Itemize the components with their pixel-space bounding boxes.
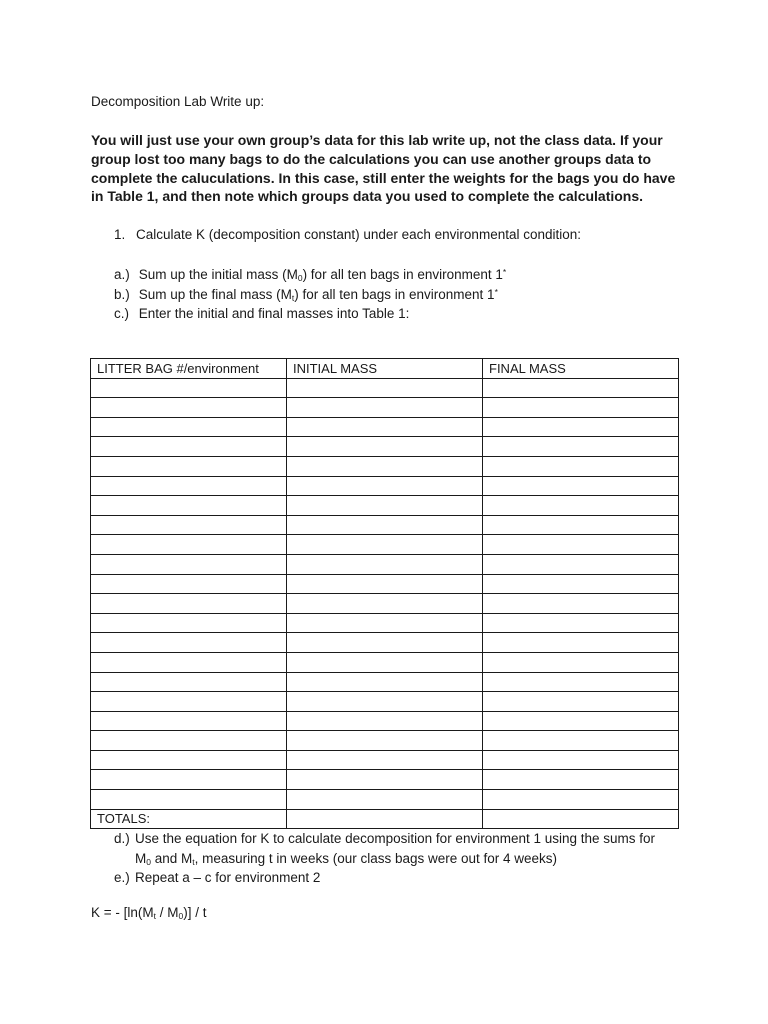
final-mass-cell[interactable] — [483, 417, 679, 437]
step-1-number: 1. — [114, 227, 126, 242]
final-mass-cell[interactable] — [483, 515, 679, 535]
table-row — [91, 613, 679, 633]
final-mass-cell[interactable] — [483, 731, 679, 751]
litter-bag-cell[interactable] — [91, 574, 287, 594]
table-row — [91, 731, 679, 751]
table-row — [91, 554, 679, 574]
final-mass-cell[interactable] — [483, 633, 679, 653]
substep-c-label: c.) — [114, 306, 129, 321]
k-equation: K = - $[\ln(M_t / M_0)]$ / t — [91, 905, 207, 921]
table-row — [91, 437, 679, 457]
final-mass-cell[interactable] — [483, 398, 679, 418]
litter-bag-cell[interactable] — [91, 378, 287, 398]
litter-bag-cell[interactable] — [91, 554, 287, 574]
mass-table — [90, 358, 679, 829]
substep-d-text: Use the equation for K to calculate decomposition for environment 1 using the sums for $M_0$ and $M_t$, measuring t in weeks (our class bags were out for 4 weeks) — [135, 831, 656, 867]
litter-bag-cell[interactable] — [91, 770, 287, 790]
initial-mass-cell[interactable] — [287, 633, 483, 653]
table-header-row — [91, 359, 679, 379]
table-row — [91, 515, 679, 535]
final-mass-cell[interactable] — [483, 437, 679, 457]
initial-mass-cell[interactable] — [287, 437, 483, 457]
table-row — [91, 672, 679, 692]
step-1-text: Calculate K (decomposition constant) under each environmental condition: — [136, 227, 582, 242]
initial-mass-cell[interactable] — [287, 398, 483, 418]
table-row — [91, 378, 679, 398]
header-final-mass: FINAL MASS — [483, 359, 679, 379]
litter-bag-cell[interactable] — [91, 535, 287, 555]
table-row — [91, 790, 679, 810]
litter-bag-cell[interactable] — [91, 672, 287, 692]
litter-bag-cell[interactable] — [91, 613, 287, 633]
substep-b-label: b.) — [114, 286, 130, 302]
totals-final-mass[interactable] — [483, 809, 679, 829]
after-steps — [114, 829, 695, 888]
litter-bag-cell[interactable] — [91, 633, 287, 653]
final-mass-cell[interactable] — [483, 750, 679, 770]
litter-bag-cell[interactable] — [91, 594, 287, 614]
intro-paragraph: You will just use your own group’s data for this lab write up, not the class data. If your group lost too many bags to do the calculations you can use another groups data to complete the caluculations. In this case, still enter the weights for the bags you do have in Table 1, and then note which groups data you used to complete the calculations. — [91, 132, 676, 205]
substep-c — [114, 304, 506, 324]
initial-mass-cell[interactable] — [287, 476, 483, 496]
final-mass-cell[interactable] — [483, 574, 679, 594]
substep-e — [114, 868, 695, 888]
table-row — [91, 535, 679, 555]
substep-a-label: a.) — [114, 267, 130, 282]
litter-bag-cell[interactable] — [91, 456, 287, 476]
final-mass-cell[interactable] — [483, 613, 679, 633]
step-1 — [114, 227, 581, 242]
initial-mass-cell[interactable] — [287, 692, 483, 712]
initial-mass-cell[interactable] — [287, 790, 483, 810]
initial-mass-cell[interactable] — [287, 750, 483, 770]
table-row — [91, 711, 679, 731]
table-row — [91, 750, 679, 770]
table-row — [91, 496, 679, 516]
table-row — [91, 692, 679, 712]
litter-bag-cell[interactable] — [91, 711, 287, 731]
table-row — [91, 574, 679, 594]
final-mass-cell[interactable] — [483, 456, 679, 476]
litter-bag-cell[interactable] — [91, 731, 287, 751]
header-initial-mass: INITIAL MASS — [287, 359, 483, 379]
final-mass-cell[interactable] — [483, 535, 679, 555]
substeps-list — [114, 265, 506, 324]
substep-b-text: Sum up the final mass $(M_t)$ for all ten bags in environment 1* — [138, 286, 498, 303]
substep-a — [114, 265, 506, 285]
litter-bag-cell[interactable] — [91, 496, 287, 516]
initial-mass-cell[interactable] — [287, 515, 483, 535]
initial-mass-cell[interactable] — [287, 613, 483, 633]
totals-label: TOTALS: — [91, 809, 287, 829]
header-litter-bag: LITTER BAG #/environment — [91, 359, 287, 379]
table-row — [91, 398, 679, 418]
litter-bag-cell[interactable] — [91, 692, 287, 712]
litter-bag-cell[interactable] — [91, 437, 287, 457]
final-mass-cell[interactable] — [483, 770, 679, 790]
initial-mass-cell[interactable] — [287, 711, 483, 731]
final-mass-cell[interactable] — [483, 554, 679, 574]
final-mass-cell[interactable] — [483, 378, 679, 398]
table-row — [91, 417, 679, 437]
initial-mass-cell[interactable] — [287, 594, 483, 614]
final-mass-cell[interactable] — [483, 711, 679, 731]
substep-a-text: Sum up the initial mass $(M_0)$ for all ten bags in environment 1* — [138, 267, 507, 283]
final-mass-cell[interactable] — [483, 652, 679, 672]
table-row — [91, 476, 679, 496]
final-mass-cell[interactable] — [483, 790, 679, 810]
litter-bag-cell[interactable] — [91, 652, 287, 672]
initial-mass-cell[interactable] — [287, 652, 483, 672]
initial-mass-cell[interactable] — [287, 731, 483, 751]
substep-d — [114, 829, 695, 868]
table-row — [91, 770, 679, 790]
litter-bag-cell[interactable] — [91, 398, 287, 418]
final-mass-cell[interactable] — [483, 496, 679, 516]
final-mass-cell[interactable] — [483, 476, 679, 496]
litter-bag-cell[interactable] — [91, 790, 287, 810]
litter-bag-cell[interactable] — [91, 476, 287, 496]
substep-c-text: Enter the initial and final masses into Table 1: — [138, 306, 410, 321]
table-row — [91, 652, 679, 672]
table-row — [91, 456, 679, 476]
initial-mass-cell[interactable] — [287, 672, 483, 692]
substep-e-text: Repeat a – c for environment 2 — [135, 870, 321, 885]
final-mass-cell[interactable] — [483, 672, 679, 692]
totals-initial-mass[interactable] — [287, 809, 483, 829]
totals-row — [91, 809, 679, 829]
initial-mass-cell[interactable] — [287, 378, 483, 398]
initial-mass-cell[interactable] — [287, 456, 483, 476]
table-row — [91, 633, 679, 653]
litter-bag-cell[interactable] — [91, 515, 287, 535]
substep-b — [114, 285, 506, 305]
final-mass-cell[interactable] — [483, 594, 679, 614]
initial-mass-cell[interactable] — [287, 554, 483, 574]
document-title: Decomposition Lab Write up: — [91, 94, 265, 109]
initial-mass-cell[interactable] — [287, 496, 483, 516]
initial-mass-cell[interactable] — [287, 417, 483, 437]
initial-mass-cell[interactable] — [287, 770, 483, 790]
table-row — [91, 594, 679, 614]
litter-bag-cell[interactable] — [91, 750, 287, 770]
final-mass-cell[interactable] — [483, 692, 679, 712]
initial-mass-cell[interactable] — [287, 574, 483, 594]
initial-mass-cell[interactable] — [287, 535, 483, 555]
substep-e-label: e.) — [114, 870, 130, 885]
substep-d-label: d.) — [114, 831, 130, 846]
litter-bag-cell[interactable] — [91, 417, 287, 437]
